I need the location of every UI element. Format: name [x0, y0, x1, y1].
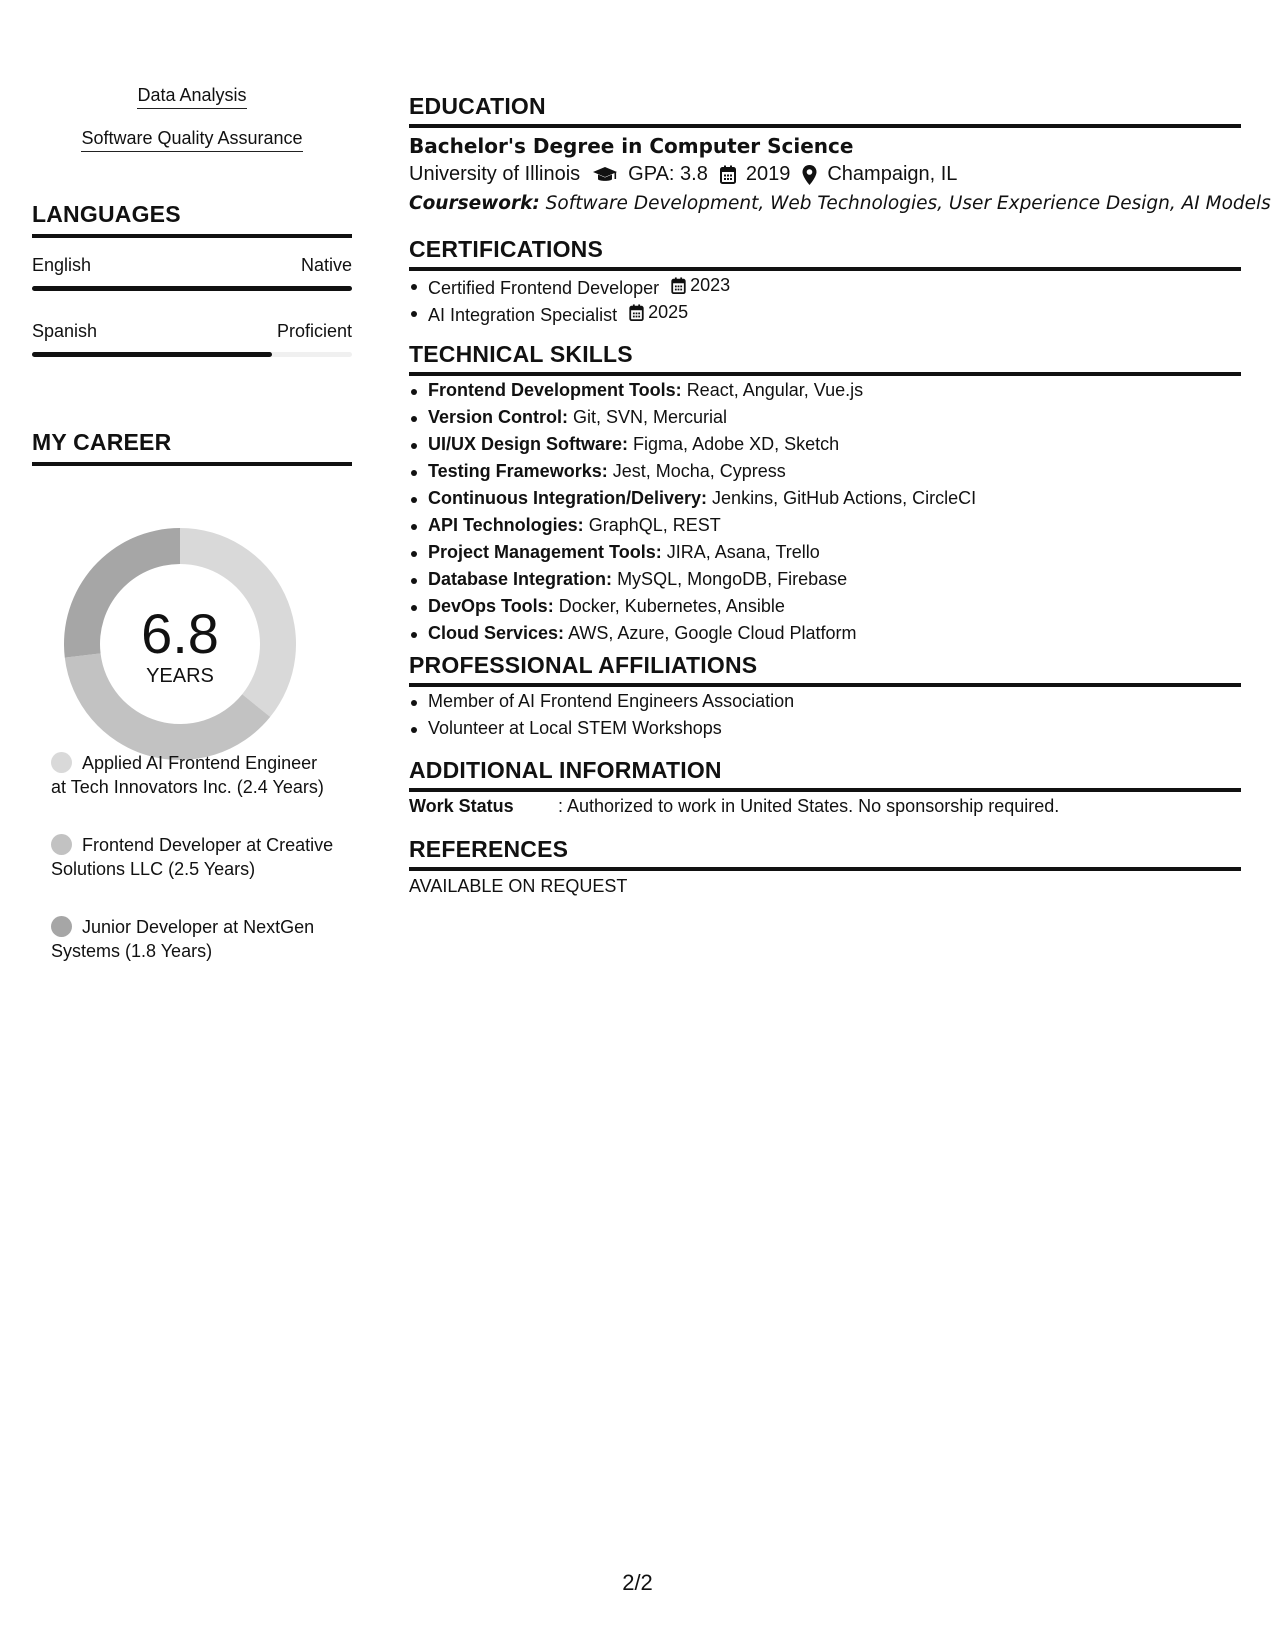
coursework-label: Coursework:	[409, 193, 540, 214]
career-total-value: 6.8	[141, 601, 219, 665]
list-item	[409, 512, 976, 539]
career-legend-item	[51, 751, 336, 799]
affiliations-list	[409, 688, 794, 742]
certification-name: AI Integration Specialist	[428, 305, 618, 325]
legend-dot	[51, 916, 72, 937]
career-legend-item	[51, 915, 336, 963]
skill-values: AWS, Azure, Google Cloud Platform	[568, 623, 857, 643]
career-heading: MY CAREER	[32, 429, 352, 466]
language-bar	[32, 352, 352, 357]
career-total-unit: YEARS	[146, 664, 214, 687]
calendar-icon	[720, 165, 736, 184]
donut-center	[64, 528, 296, 760]
page-indicator: 2/2	[622, 1570, 653, 1595]
degree-title: Bachelor's Degree in Computer Science	[409, 134, 854, 158]
certification-year: 2023	[690, 275, 731, 295]
skill-category: Testing Frameworks:	[428, 461, 608, 481]
skill-tag	[32, 85, 352, 106]
skill-values: React, Angular, Vue.js	[686, 380, 864, 400]
graduation-year: 2019	[745, 163, 791, 185]
skill-values: Jest, Mocha, Cypress	[612, 461, 786, 481]
certification-date	[671, 272, 730, 299]
language-bar-fill	[32, 352, 272, 357]
skill-category: UI/UX Design Software:	[428, 434, 629, 454]
list-item	[409, 485, 976, 512]
calendar-icon	[671, 277, 686, 294]
legend-dot	[51, 834, 72, 855]
list-item: Member of AI Frontend Engineers Association	[409, 688, 794, 715]
education-heading: EDUCATION	[409, 93, 1241, 128]
skill-values: GraphQL, REST	[588, 515, 721, 535]
list-item	[409, 458, 976, 485]
work-status-row	[409, 796, 1059, 817]
language-bar	[32, 286, 352, 291]
school-location: Champaign, IL	[827, 163, 958, 185]
education-details	[409, 163, 957, 186]
school-name: University of Illinois	[409, 163, 581, 185]
certification-name: Certified Frontend Developer	[428, 278, 660, 298]
coursework-line	[409, 193, 1271, 214]
certifications-heading: CERTIFICATIONS	[409, 236, 1241, 271]
list-item	[409, 539, 976, 566]
affiliations-heading: PROFESSIONAL AFFILIATIONS	[409, 652, 1241, 687]
career-legend-text: Frontend Developer at Creative Solutions LLC (2.5 Years)	[51, 835, 334, 879]
career-legend-item	[51, 833, 336, 881]
skill-values: MySQL, MongoDB, Firebase	[617, 569, 848, 589]
list-item	[409, 566, 976, 593]
skill-values: Jenkins, GitHub Actions, CircleCI	[712, 488, 977, 508]
list-item	[409, 377, 976, 404]
language-bar-fill	[32, 286, 352, 291]
skill-tag	[32, 128, 352, 149]
technical-skills-heading: TECHNICAL SKILLS	[409, 341, 1241, 376]
skill-values: Figma, Adobe XD, Sketch	[633, 434, 840, 454]
legend-dot	[51, 752, 72, 773]
language-name: Spanish	[32, 321, 98, 341]
language-level: Proficient	[276, 321, 352, 341]
skill-category: Cloud Services:	[428, 623, 565, 643]
language-name: English	[32, 255, 92, 275]
list-item: Volunteer at Local STEM Workshops	[409, 715, 794, 742]
references-heading: REFERENCES	[409, 836, 1241, 871]
language-row	[32, 321, 352, 342]
skill-category: Project Management Tools:	[428, 542, 662, 562]
career-legend-text: Applied AI Frontend Engineer at Tech Innovators Inc. (2.4 Years)	[51, 753, 324, 797]
work-status-value: : Authorized to work in United States. No sponsorship required.	[558, 796, 1060, 816]
list-item	[409, 272, 730, 299]
technical-skills-list	[409, 377, 976, 647]
references-text: AVAILABLE ON REQUEST	[409, 876, 628, 896]
additional-info-heading: ADDITIONAL INFORMATION	[409, 757, 1241, 792]
list-item	[409, 404, 976, 431]
certifications-list	[409, 272, 730, 326]
career-donut-chart	[64, 528, 296, 760]
skill-category: Frontend Development Tools:	[428, 380, 682, 400]
skill-tag-label: Data Analysis	[137, 85, 246, 109]
career-legend-text: Junior Developer at NextGen Systems (1.8 Years)	[51, 917, 315, 961]
skill-values: JIRA, Asana, Trello	[666, 542, 820, 562]
coursework-list: Software Development, Web Technologies, User Experience Design, AI Models	[545, 193, 1271, 214]
list-item	[409, 620, 976, 647]
skill-values: Git, SVN, Mercurial	[573, 407, 728, 427]
gpa: GPA: 3.8	[628, 163, 708, 185]
skill-category: DevOps Tools:	[428, 596, 554, 616]
skill-category: Continuous Integration/Delivery:	[428, 488, 708, 508]
skill-category: API Technologies:	[428, 515, 584, 535]
language-level: Native	[300, 255, 352, 275]
list-item	[409, 299, 730, 326]
languages-heading: LANGUAGES	[32, 201, 352, 238]
graduation-cap-icon	[592, 166, 618, 184]
skill-values: Docker, Kubernetes, Ansible	[558, 596, 785, 616]
list-item	[409, 593, 976, 620]
skill-tag-label: Software Quality Assurance	[81, 128, 302, 152]
calendar-icon	[629, 304, 644, 321]
certification-date	[629, 299, 688, 326]
certification-year: 2025	[648, 302, 689, 322]
work-status-label: Work Status	[409, 796, 514, 816]
map-pin-icon	[802, 165, 817, 185]
list-item	[409, 431, 976, 458]
language-row	[32, 255, 352, 276]
skill-category: Version Control:	[428, 407, 569, 427]
skill-category: Database Integration:	[428, 569, 613, 589]
